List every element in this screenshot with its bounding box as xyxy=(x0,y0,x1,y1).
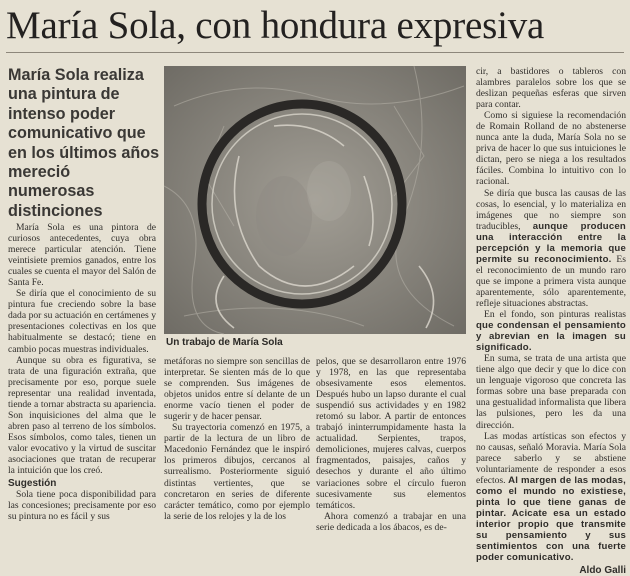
paragraph: Como si siguiese la recomendación de Romain Rolland de no abstenerse nunca ante la duda, María Sola no se priva de hacer lo que sus intuiciones le dictan, pero se niega a los resultados fáciles. Combina lo intuitivo con lo racional. xyxy=(476,110,626,188)
headline-rule xyxy=(6,52,624,53)
article-lead: María Sola realiza una pintura de intenso poder comunicativo que en los últimos años mereció numerosas distinciones xyxy=(8,66,160,220)
paragraph: Aunque su obra es figurativa, se trata de una figuración extraña, que precisamente por eso, porque suele representar una realidad inventada, tiende a tornar abstracta su apariencia. Son inquisiciones del alma que le abren paso al terreno de los símbolos. Esos símbolos, como tales, tienen un valor evocativo y la virtud de suscitar asociaciones que tratan de recuperar la intuición que los creó. xyxy=(8,354,156,477)
paragraph-text: En el fondo, son pinturas realistas xyxy=(484,309,626,321)
paragraph: cir, a bastidores o tableros con alambres paralelos sobre los que se deslizan pequeñas esferas que sirven para contar. xyxy=(476,66,626,111)
emphasis-text: aunque producen una interacción entre la percepción y la memoria que permite su reconocimiento. xyxy=(476,220,626,265)
paragraph: Ahora comenzó a trabajar en una serie dedicada a los ábacos, es de- xyxy=(316,510,466,533)
paragraph-text: Las modas artísticas son efectos y no causas, señaló Moravia. María Sola parece saberlo y se abstiene voluntariamente de responder a esos efectos. xyxy=(476,430,626,486)
paragraph xyxy=(476,431,626,564)
author-signature: Aldo Galli xyxy=(579,565,626,576)
article-column-1 xyxy=(8,222,156,523)
artwork-image xyxy=(164,66,466,334)
article-headline: María Sola, con hondura expresiva xyxy=(6,4,545,47)
paragraph: metáforas no siempre son sencillas de interpretar. Se sienten más de lo que se comprenden. Sus imágenes de objetos unidos entre sí delante de un enorme vacío tienen el poder de sugerir y de hacer pensar. xyxy=(164,356,310,423)
paragraph: pelos, que se desarrollaron entre 1976 y 1978, en las que representaba obsesivamente esos elementos. Después hubo un lapso durante el cual suspendió sus actividades y en 1982 retomó su labor. A partir de entonces trabajó ininterrumpidamente hasta la actualidad. Serpientes, trapos, demoliciones, mujeres calvas, cuerpos fragmentados, paisajes, caños y desechos y durante el año último variaciones sobre el círculo fueron sucesivamente sus elementos temáticos. xyxy=(316,356,466,511)
paragraph xyxy=(476,309,626,353)
artwork-photo xyxy=(164,66,466,334)
paragraph: Sola tiene poca disponibilidad para las concesiones; precisamente por eso su pintura no es fácil y sus xyxy=(8,489,156,523)
article-column-4 xyxy=(476,66,626,576)
article-column-3 xyxy=(316,356,466,533)
paragraph: Se diría que el conocimiento de su pintura fue creciendo sobre la base dada por su actuación en certámenes y presentaciones colectivas en los que habitualmente se destacó; tiene en cambio pocas muestras individuales. xyxy=(8,288,156,355)
paragraph: En suma, se trata de una artista que tiene algo que decir y que lo dice con un lenguaje vigoroso que concreta las formas sobre una base preparada con una gestualidad informalista que libera las pulsiones, pero les da una dirección. xyxy=(476,353,626,431)
paragraph: María Sola es una pintora de curiosos antecedentes, cuya obra merece particular atención. Tiene veintisiete premios ganados, entre los cuales se cuenta el mayor del Salón de Santa Fe. xyxy=(8,222,156,289)
section-subhead: Sugestión xyxy=(8,478,57,490)
article-column-2 xyxy=(164,356,310,522)
photo-caption: Un trabajo de María Sola xyxy=(166,337,283,348)
paragraph: Su trayectoria comenzó en 1975, a partir de la lectura de un libro de Macedonio Fernández que le inspiró los primeros dibujos, cercanos al surrealismo. Posteriormente siguió distintas vertientes, que se concretaron en series de diferente carácter temático, como por ejemplo la serie de los relojes y la de los xyxy=(164,422,310,522)
paragraph xyxy=(476,188,626,310)
paragraph-text: Es el reconocimiento de un mundo raro que se impone a primera vista aunque aparentemente, sólo aparentemente, refleje situaciones abstractas. xyxy=(476,253,626,309)
emphasis-text: Al margen de las modas, como el mundo no existiese, pinta lo que tiene ganas de pintar. Acicate esa un estado interior propio que transmite su pensamiento y sus sentimientos con una fuerte poder comunicativo. xyxy=(476,474,626,564)
paragraph-text: Se diría que busca las causas de las cosas, lo esencial, y lo materializa en imágenes que no siempre son traducibles, xyxy=(476,187,626,232)
emphasis-text: que condensan el pensamiento y abrevian en la imagen su significado. xyxy=(476,320,626,354)
